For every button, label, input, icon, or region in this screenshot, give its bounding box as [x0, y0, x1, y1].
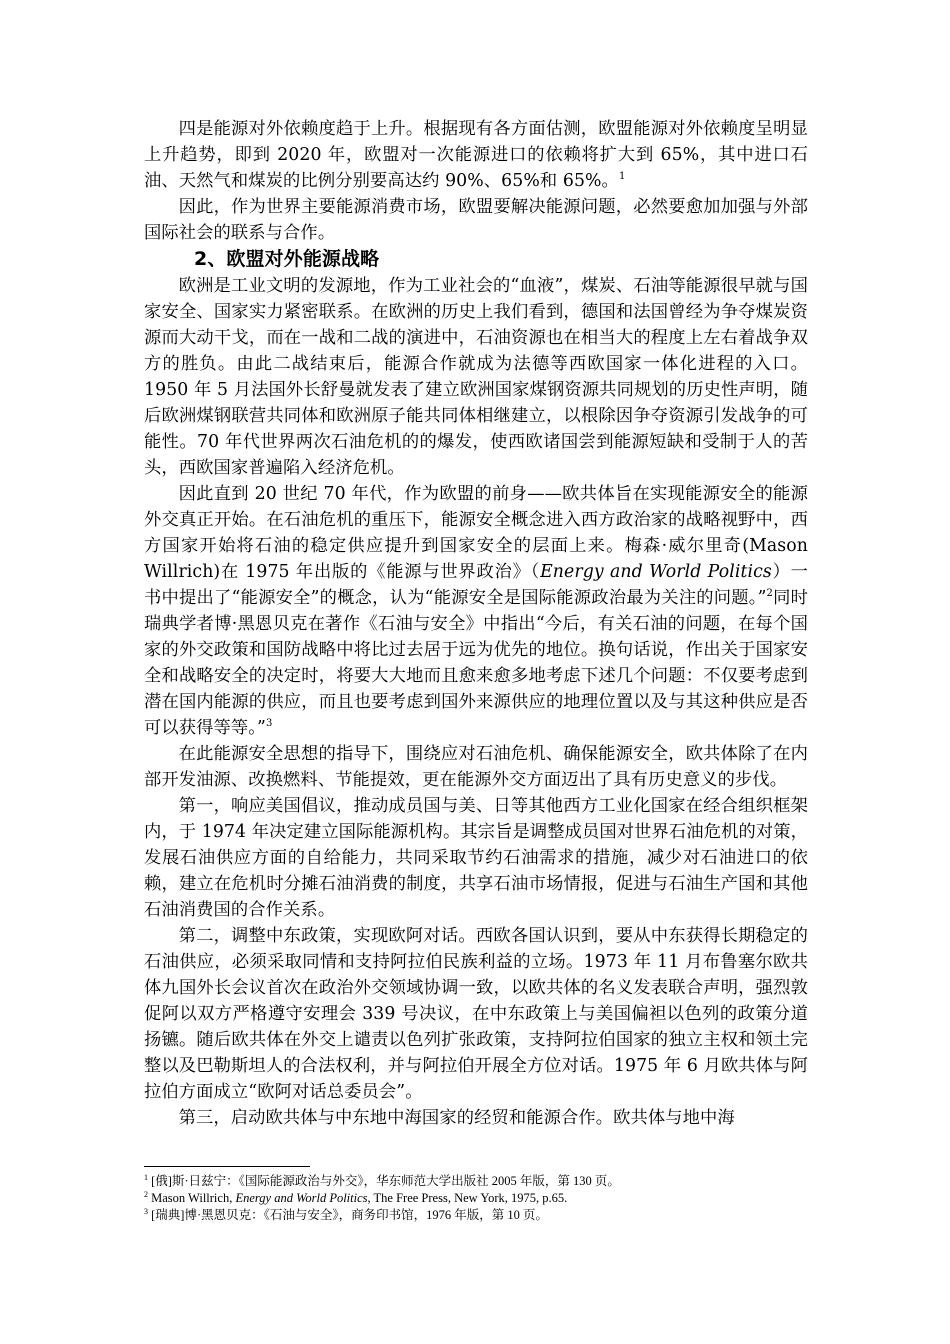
document-body	[144, 116, 808, 1131]
footnote-number: 1	[144, 1172, 148, 1182]
paragraph-text: ）一书中提出了“能源安全”的概念，认为“能源安全是国际能源政治最为关注的问题。”	[144, 562, 809, 608]
book-title-italic: Energy and World Politics	[540, 562, 772, 582]
paragraph-energy-diplomacy	[144, 481, 808, 741]
footnote-divider	[144, 1166, 310, 1167]
footnotes	[144, 1166, 808, 1224]
paragraph-energy-dependence	[144, 116, 808, 194]
footnote-ref-1[interactable]: 1	[618, 171, 626, 183]
paragraph-history: 欧洲是工业文明的发源地，作为工业社会的“血液”，煤炭、石油等能源很早就与国家安全、国家实力紧密联系。在欧洲的历史上我们看到，德国和法国曾经为争夺煤炭资源而大动干戈，而在一战和二战的演进中，石油资源也在相当大的程度上左右着战争双方的胜负。由此二战结束后，能源合作就成为法德等西欧国家一体化进程的入口。1950 年 5 月法国外长舒曼就发表了建立欧洲国家煤钢资源共同规划的历史性声明，随后欧洲煤钢联营共同体和欧洲原子能共同体相继建立，以根除因争夺资源引发战争的可能性。70 年代世界两次石油危机的的爆发，使西欧诸国尝到能源短缺和受制于人的苦头，西欧国家普遍陷入经济危机。	[144, 276, 808, 478]
footnote-number: 2	[144, 1189, 148, 1199]
paragraph-cooperation: 因此，作为世界主要能源消费市场，欧盟要解决能源问题，必然要愈加加强与外部国际社会的联系与合作。	[144, 197, 808, 243]
footnote-text: Mason Willrich,	[151, 1191, 236, 1205]
footnote-1	[144, 1173, 808, 1190]
footnote-text: [俄]斯·日兹宁：《国际能源政治与外交》，华东师范大学出版社 2005 年版，第 130 页。	[151, 1174, 620, 1188]
footnote-ref-2[interactable]: 2	[766, 588, 773, 600]
paragraph-text: 四是能源对外依赖度趋于上升。根据现有各方面估测，欧盟能源对外依赖度呈明显上升趋势，即到 2020 年，欧盟对一次能源进口的依赖将扩大到 65%，其中进口石油、天然气和煤炭的比例分别要高达约 90%、65%和 65%。	[144, 119, 808, 191]
footnote-text: [瑞典]博·黑恩贝克：《石油与安全》，商务印书馆，1976 年版，第 10 页。	[151, 1208, 548, 1222]
section-heading: 2、欧盟对外能源战略	[194, 248, 380, 270]
paragraph-text: 同时瑞典学者博·黑恩贝克在著作《石油与安全》中指出“今后，有关石油的问题，在每个国家的外交政策和国防战略中将比过去居于远为优先的地位。换句话说，作出关于国家安全和战略安全的决定时，将要大大地而且愈来愈多地考虑下述几个问题：不仅要考虑到潜在国内能源的供应，而且也要考虑到国外来源供应的地理位置以及与其这种供应是否可以获得等等。”	[144, 588, 809, 738]
footnote-ref-3[interactable]: 3	[265, 718, 273, 730]
footnote-italic-title: Energy and World Politics	[235, 1191, 368, 1205]
paragraph-second: 第二，调整中东政策，实现欧阿对话。西欧各国认识到，要从中东获得长期稳定的石油供应，必须采取同情和支持阿拉伯民族利益的立场。1973 年 11 月布鲁塞尔欧共体九国外长会议首次在政治外交领域协调一致，以欧共体的名义发表联合声明，强烈敦促阿以双方严格遵守安理会 339 号决议，在中东政策上与美国偏袒以色列的政策分道扬镳。随后欧共体在外交上谴责以色列扩张政策，支持阿拉伯国家的独立主权和领土完整以及巴勒斯坦人的合法权利，并与阿拉伯开展全方位对话。1975 年 6 月欧共体与阿拉伯方面成立“欧阿对话总委员会”。	[144, 926, 808, 1102]
footnote-2	[144, 1190, 808, 1207]
paragraph-guidance: 在此能源安全思想的指导下，围绕应对石油危机、确保能源安全，欧共体除了在内部开发油源、改换燃料、节能提效，更在能源外交方面迈出了具有历史意义的步伐。	[144, 744, 808, 790]
paragraph-text: 因此直到 20 世纪 70 年代，作为欧盟的前身——欧共体旨在实现能源安全的能源外交真正开始。在石油危机的重压下，能源安全概念进入西方政治家的战略视野中，西方国家开始将石油的稳定供应提升到国家安全的层面上来。梅森·威尔里奇(Mason Willrich)在 1975 年出版的《能源与世界政治》（	[144, 484, 808, 582]
footnote-text: , The Free Press, New York, 1975, p.65.	[367, 1191, 568, 1205]
footnote-3	[144, 1207, 808, 1224]
paragraph-third: 第三，启动欧共体与中东地中海国家的经贸和能源合作。欧共体与地中海	[178, 1108, 735, 1128]
footnote-number: 3	[144, 1206, 148, 1216]
paragraph-first: 第一，响应美国倡议，推动成员国与美、日等其他西方工业化国家在经合组织框架内，于 1974 年决定建立国际能源机构。其宗旨是调整成员国对世界石油危机的对策，发展石油供应方面的自给能力，共同采取节约石油需求的措施，减少对石油进口的依赖，建立在危机时分摊石油消费的制度，共享石油市场情报，促进与石油生产国和其他石油消费国的合作关系。	[144, 796, 808, 920]
